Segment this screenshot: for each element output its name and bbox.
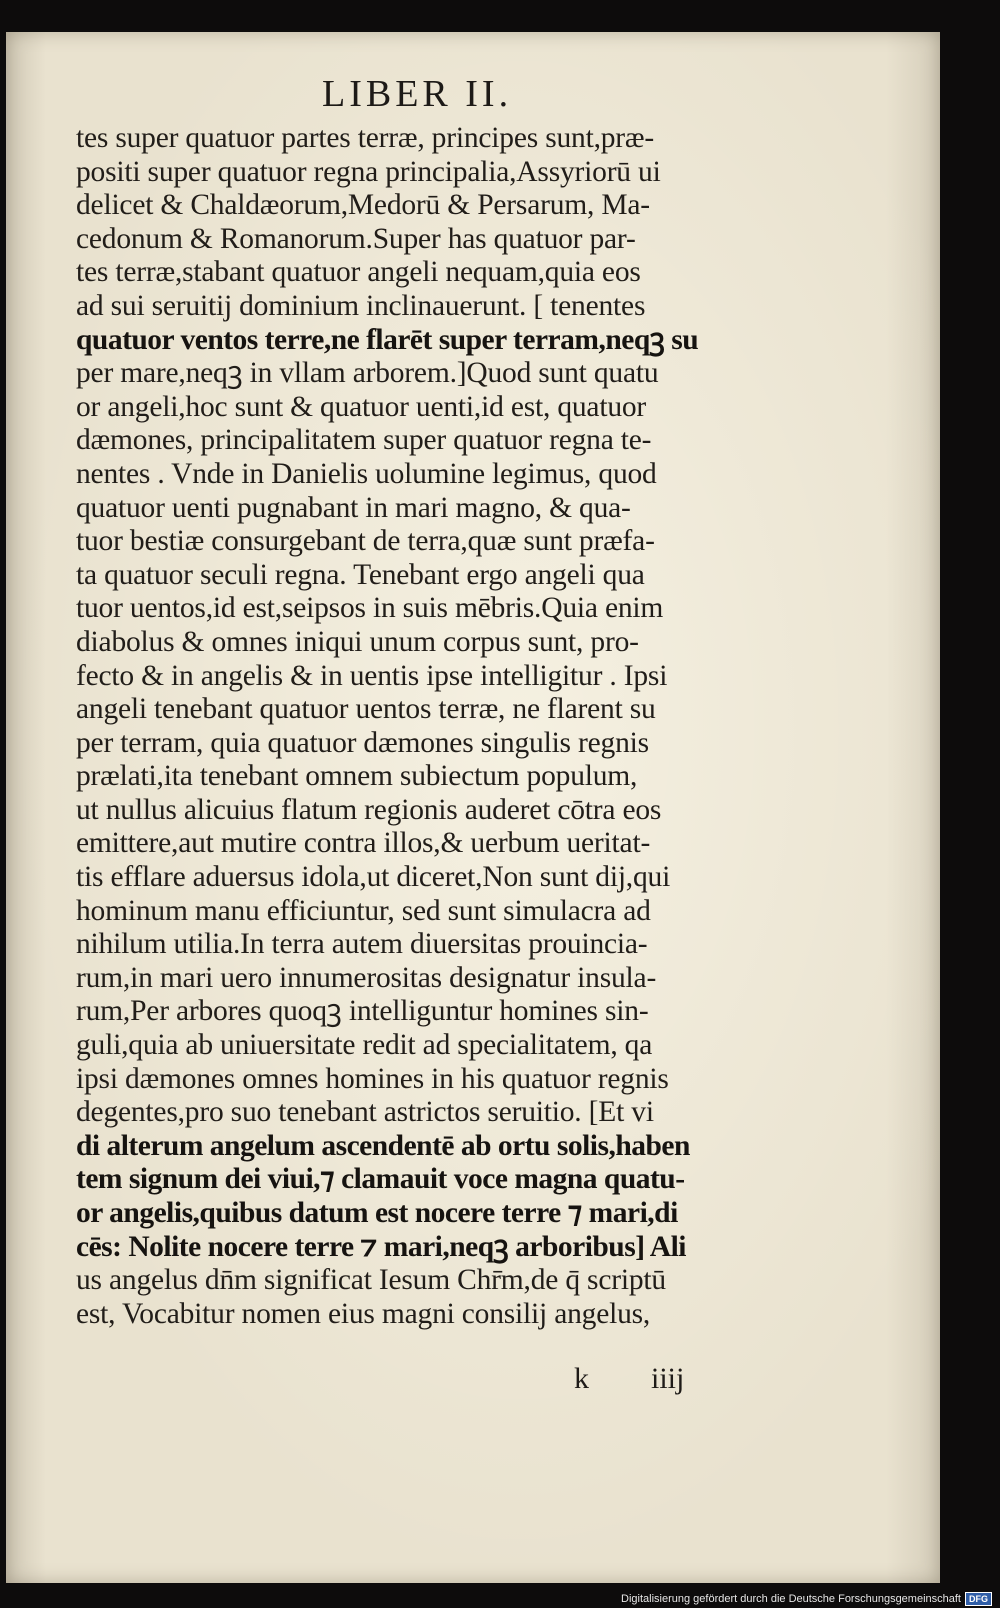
text-line: rum,in mari uero innumerositas designatur insula- <box>76 961 657 994</box>
body-text <box>76 122 796 1331</box>
dfg-logo-icon: DFG <box>965 1592 992 1606</box>
text-line: degentes,pro suo tenebant astrictos seruitio. [Et vi <box>76 1096 654 1129</box>
text-line: ut nullus alicuius flatum regionis auderet cōtra eos <box>76 793 662 826</box>
text-line: per mare,neqꝫ in vllam arborem.]Quod sunt quatu <box>76 357 659 390</box>
text-line: positi super quatuor regna principalia,Assyriorū ui <box>76 155 661 188</box>
text-line: est, Vocabitur nomen eius magni consilij angelus, <box>76 1297 651 1330</box>
text-line: ta quatuor seculi regna. Tenebant ergo angeli qua <box>76 558 645 591</box>
text-line: tuor uentos,id est,seipsos in suis mēbris.Quia enim <box>76 592 664 625</box>
text-line: cedonum & Romanorum.Super has quatuor par- <box>76 222 636 255</box>
text-line: per terram, quia quatuor dæmones singulis regnis <box>76 726 649 759</box>
text-line: guli,quia ab uniuersitate redit ad specialitatem, qa <box>76 1029 653 1062</box>
text-line: ipsi dæmones omnes homines in his quatuor regnis <box>76 1062 669 1095</box>
text-line: hominum manu efficiuntur, sed sunt simulacra ad <box>76 894 651 927</box>
text-line: tes terræ,stabant quatuor angeli nequam,quia eos <box>76 256 641 289</box>
digitization-credit <box>621 1592 992 1606</box>
text-line: nihilum utilia.In terra autem diuersitas prouincia- <box>76 928 648 961</box>
text-line: us angelus dn̄m significat Iesum Chr̄m,de q̄ scriptū <box>76 1264 666 1297</box>
text-line: nentes . Vnde in Danielis uolumine legimus, quod <box>76 457 657 490</box>
signature-letter: k <box>574 1362 589 1395</box>
text-line: tuor bestiæ consurgebant de terra,quæ sunt præfa- <box>76 525 655 558</box>
text-line: tis efflare aduersus idola,ut diceret,Non sunt dij,qui <box>76 861 671 894</box>
signature-number: iiij <box>651 1362 685 1395</box>
text-line: rum,Per arbores quoqꝫ intelliguntur homines sin- <box>76 995 649 1028</box>
text-line: emittere,aut mutire contra illos,& uerbum ueritat- <box>76 827 651 860</box>
text-line: or angeli,hoc sunt & quatuor uenti,id est, quatuor <box>76 390 647 423</box>
text-line: angeli tenebant quatuor uentos terræ, ne flarent su <box>76 693 656 726</box>
text-line: fecto & in angelis & in uentis ipse intelligitur . Ipsi <box>76 659 668 692</box>
text-line: or angelis,quibus datum est nocere terre ⁊ mari,di <box>76 1197 678 1229</box>
text-line: quatuor uenti pugnabant in mari magno, & qua- <box>76 491 631 524</box>
text-line: dæmones, principalitatem super quatuor regna te- <box>76 424 652 457</box>
text-line: prælati,ita tenebant omnem subiectum populum, <box>76 760 638 793</box>
text-line: tem signum dei viui,⁊ clamauit voce magna quatu- <box>76 1163 685 1196</box>
text-line: delicet & Chaldæorum,Medorū & Persarum, Ma- <box>76 189 650 222</box>
text-line: tes super quatuor partes terræ, principes sunt,præ- <box>76 122 655 154</box>
credit-text: Digitalisierung gefördert durch die Deutsche Forschungsgemeinschaft <box>621 1593 961 1605</box>
header-title: LIBER II. <box>322 73 513 115</box>
text-line: di alterum angelum ascendentē ab ortu solis,haben <box>76 1129 690 1162</box>
book-page <box>6 32 940 1583</box>
text-line: diabolus & omnes iniqui unum corpus sunt, pro- <box>76 625 639 658</box>
text-line: quatuor ventos terre,ne flarēt super terram,neqꝫ su <box>76 323 699 356</box>
text-line: cēs: Nolite nocere terre ⁊ mari,neqꝫ arboribus] Ali <box>76 1230 686 1263</box>
text-line: ad sui seruitij dominium inclinauerunt. [ tenentes <box>76 289 646 322</box>
